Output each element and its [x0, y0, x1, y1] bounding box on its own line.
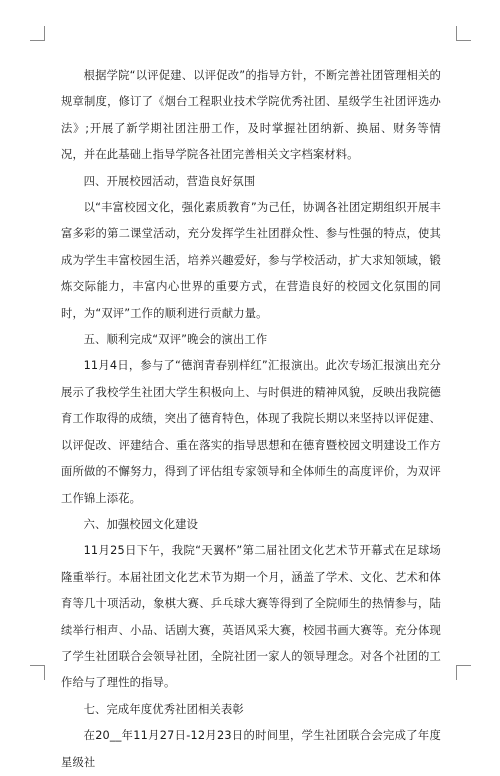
section-heading-7: 七、完成年度优秀社团相关表彰	[83, 702, 244, 716]
crop-mark-bottom-right	[456, 665, 471, 680]
paragraph-campus-activities: 以“丰富校园文化，强化素质教育”为己任，协调各社团定期组织开展丰富多彩的第二课堂活动，充分发挥学生社团群众性、参与性强的特点，使其成为学生丰富校园生活，培养兴趣爱好，参与学校活动，扩大求知领域，锻炼交际能力，丰富内心世界的重要方式，在营造良好的校园文化氛围的同时，为“双评”工作的顺利进行贡献力量。	[61, 201, 441, 320]
crop-mark-top-right	[456, 26, 471, 41]
section-heading-6: 六、加强校园文化建设	[83, 517, 199, 531]
paragraph-evening-performance: 11月4日，参与了“德润青春别样红”汇报演出。此次专场汇报演出充分展示了我校学生社团大学生积极向上、与时俱进的精神风貌，反映出我院德育工作取得的成绩，突出了德育特色，体现了我院长期以来坚持以评促建、以评促改、评建结合、重在落实的指导思想和在德育暨校园文明建设工作方面所做的不懈努力，得到了评估组专家领导和全体师生的高度评价，为双评工作锦上添花。	[61, 359, 441, 505]
crop-mark-bottom-left	[30, 665, 45, 680]
document-body	[61, 63, 441, 776]
paragraph-annual-awards: 在20__年11月27日-12月23日的时间里，学生社团联合会完成了年度星级社	[61, 729, 441, 769]
paragraph-regulations: 根据学院“以评促建、以评促改”的指导方针，不断完善社团管理相关的规章制度，修订了《烟台工程职业技术学院优秀社团、星级学生社团评选办法》;开展了新学期社团注册工作，及时掌握社团纳新、换届、财务等情况，并在此基础上指导学院各社团完善相关文字档案材料。	[61, 69, 441, 162]
crop-mark-top-left	[30, 26, 45, 41]
paragraph-culture-festival: 11月25日下午，我院“天翼杯”第二届社团文化艺术节开幕式在足球场隆重举行。本届社团文化艺术节为期一个月，涵盖了学术、文化、艺术和体育等几十项活动，象棋大赛、乒乓球大赛等得到了全院师生的热情参与，陆续举行相声、小品、话剧大赛，英语风采大赛，校园书画大赛等。充分体现了学生社团联合会领导社团，全院社团一家人的领导理念。对各个社团的工作给与了理性的指导。	[61, 544, 441, 690]
section-heading-4: 四、开展校园活动，营造良好氛围	[83, 174, 256, 188]
section-heading-5: 五、顺利完成“双评”晚会的演出工作	[83, 333, 268, 347]
